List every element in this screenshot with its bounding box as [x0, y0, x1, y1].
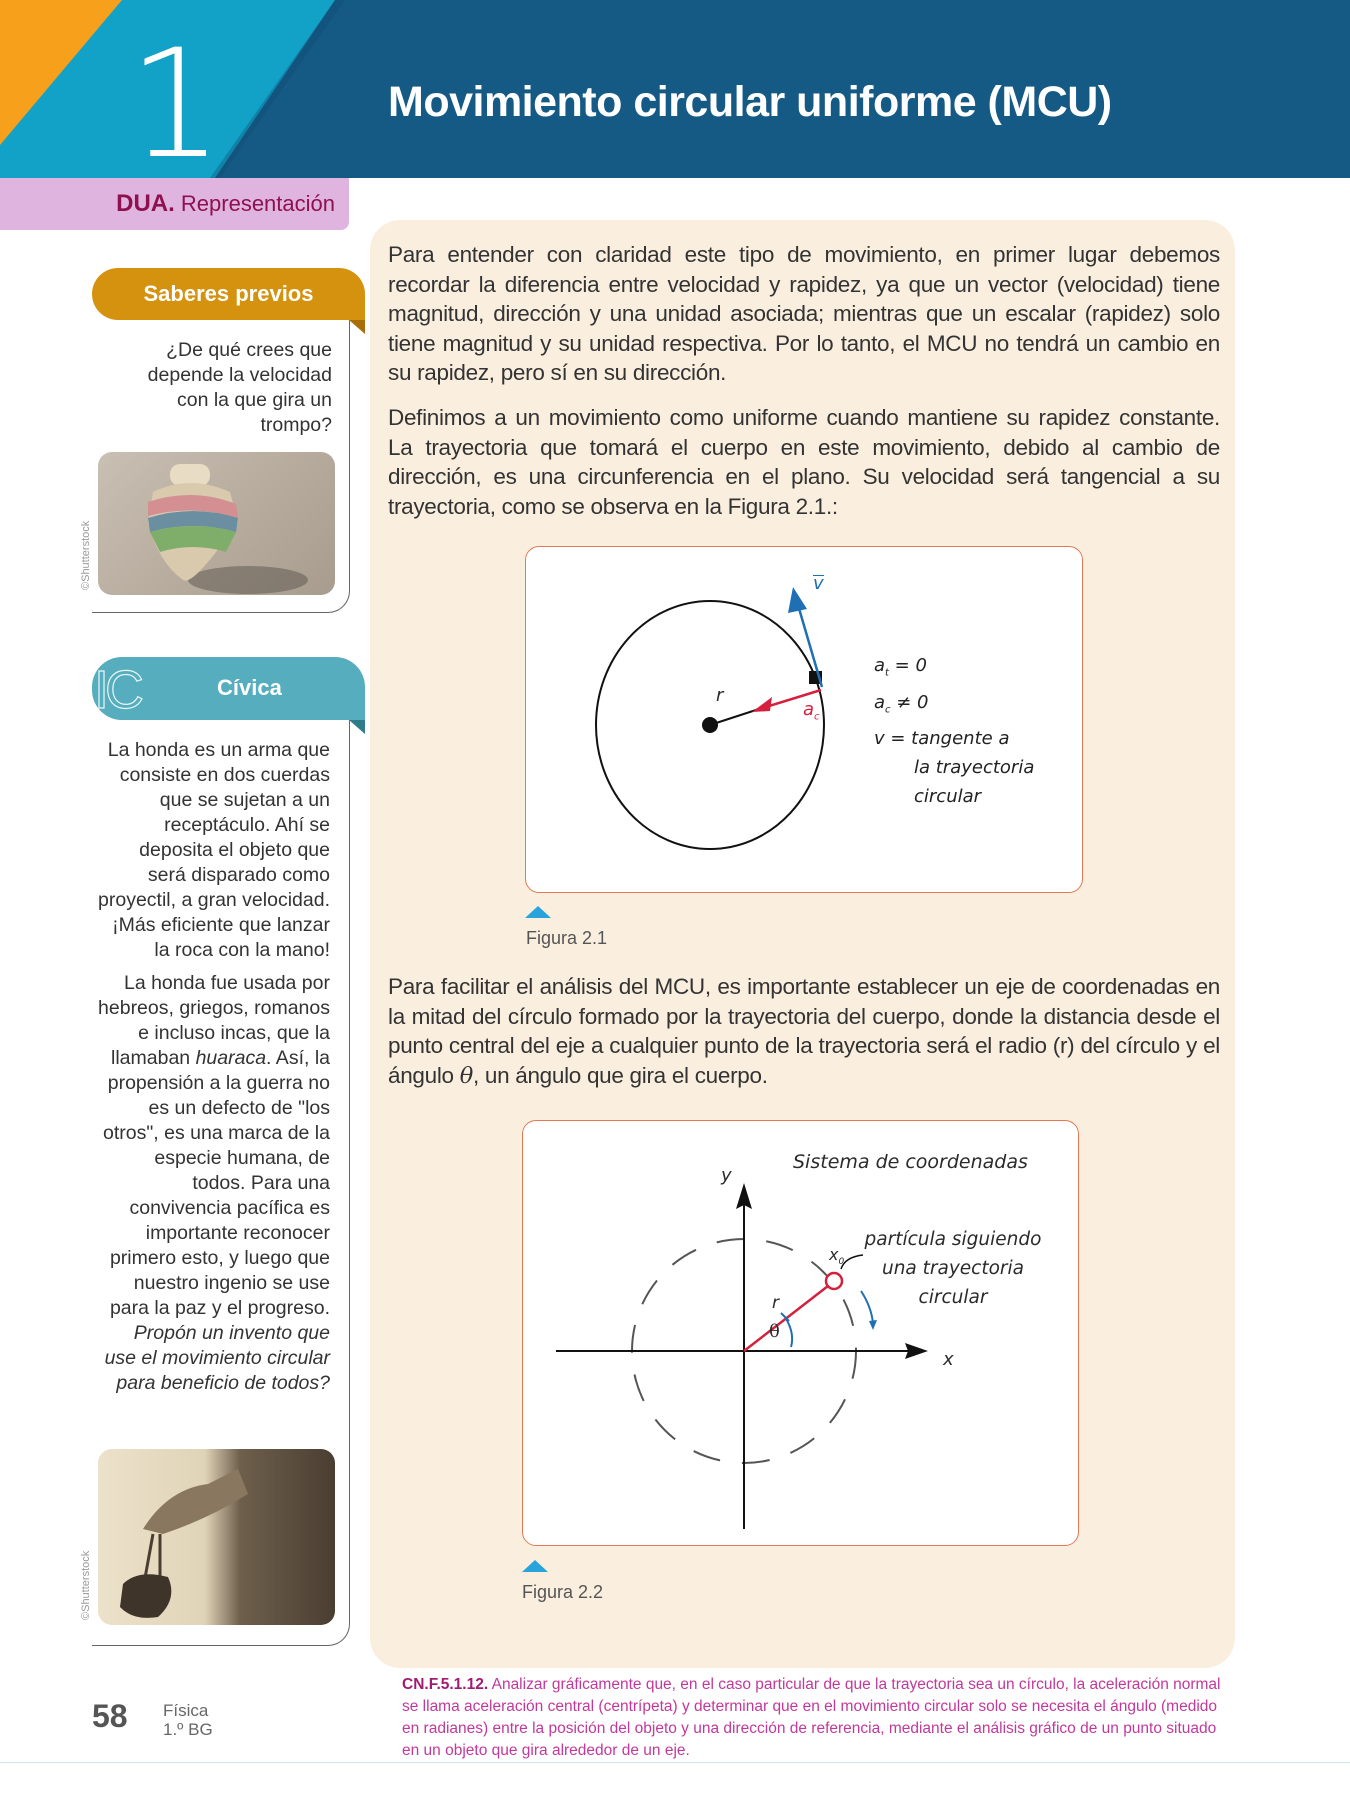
saberes-previos-header: [92, 268, 365, 320]
figure-2-2: [522, 1120, 1079, 1546]
civica-paragraph-2: [98, 971, 330, 1321]
annotation-line-2: una trayectoria: [881, 1258, 1025, 1279]
velocity-vector-label: v: [813, 573, 824, 594]
dua-banner: [0, 178, 349, 230]
legend-ac-sub: c: [885, 704, 891, 716]
curriculum-text: Analizar gráficamente que, en el caso particular de que la trayectoria sea un círculo, la aceleración normal se llama aceleración central (centrípeta) y determinar que en el movimiento circular solo se necesita el ángulo (medido en radianes) entre la posición del objeto y una dirección de referencia, mediante el análisis gráfico de un punto situado en un objeto que gira alrededor de un eje.: [402, 1676, 1221, 1759]
legend-at: [874, 651, 1034, 688]
annotation-line-3: circular: [918, 1287, 988, 1308]
sling-photo: [98, 1449, 335, 1625]
saberes-previos-question: ¿De qué crees que depende la velocidad con la que gira un trompo?: [147, 339, 332, 436]
particle-annotation: [853, 1225, 1053, 1312]
legend-at-sub: t: [885, 667, 889, 679]
civica-prompt: Propón un invento que use el movimiento circular para beneficio de todos?: [104, 1322, 330, 1394]
ac-subscript: c: [814, 711, 820, 723]
x0-symbol: x: [829, 1245, 839, 1264]
legend-at-sym: a: [874, 655, 886, 676]
saberes-fold-decoration: [349, 320, 365, 334]
figure-marker-icon-2: [522, 1560, 548, 1572]
centripetal-accel-label: [803, 699, 820, 723]
radius-label: r: [716, 685, 724, 706]
y-axis-label: y: [721, 1165, 732, 1186]
civica-paragraph-1: La honda es un arma que consiste en dos cuerdas que se sujetan a un receptáculo. Ahí se deposita el objeto que será disparado como proyectil, a gran velocidad. ¡Más eficiente que lanzar la roca con la mano!: [98, 739, 330, 961]
x0-label: [829, 1245, 844, 1267]
paragraph-3-a: Para facilitar el análisis del MCU, es importante establecer un eje de coordenadas en la mitad del círculo formado por la trayectoria del cuerpo, donde la distancia desde el punto central del eje a cualquier punto de la trayectoria será el radio (r) del círculo y el ángulo: [388, 974, 1220, 1088]
civica-header: [92, 657, 365, 720]
civica-p2-a: La honda fue usada por hebreos, griegos, romanos e incluso incas, que la llamaban: [98, 972, 330, 1069]
chapter-number: 1: [128, 18, 224, 178]
curriculum-code: CN.F.5.1.12.: [402, 1676, 489, 1693]
civica-ic-icon: IC: [94, 660, 140, 720]
saberes-previos-title: Saberes previos: [143, 281, 314, 306]
x0-subscript: 0: [838, 1257, 845, 1268]
subject-name: Física: [163, 1701, 209, 1720]
annotation-line-1: partícula siguiendo: [864, 1229, 1042, 1250]
photo-credit: ©Shutterstock: [80, 520, 92, 590]
dua-label-text: Representación: [174, 191, 335, 216]
subject-label: [163, 1701, 213, 1739]
theta-label: θ: [769, 1321, 780, 1342]
legend-ac-text: ≠ 0: [890, 691, 929, 713]
dua-label-bold: DUA.: [116, 190, 175, 217]
legend-ac-sym: a: [874, 691, 886, 713]
photo-credit-2: ©Shutterstock: [80, 1550, 92, 1620]
radius-label-2: r: [772, 1293, 779, 1313]
spinning-top-icon: [98, 452, 335, 595]
legend-cont-2: circular: [914, 786, 982, 808]
legend-v-text: = tangente a: [884, 728, 1010, 750]
chapter-header: [0, 0, 1350, 178]
figure-marker-icon: [525, 906, 551, 918]
page-title: Movimiento circular uniforme (MCU): [388, 78, 1112, 126]
page-number: 58: [92, 1698, 128, 1734]
grade-level: 1.º BG: [163, 1720, 213, 1739]
legend-at-text: = 0: [888, 655, 927, 676]
paragraph-2: Definimos a un movimiento como uniforme cuando mantiene su rapidez constante. La trayectoria que tomará el cuerpo en este movimiento, debido al cambio de dirección, es una circunferencia en el plano. Su velocidad será tangencial a su trayectoria, como se observa en la Figura 2.1.:: [388, 405, 1220, 519]
paragraph-3: [388, 972, 1220, 1091]
civica-fold-decoration: [349, 720, 365, 734]
dua-label: [116, 190, 335, 218]
main-content-panel: [370, 220, 1235, 1668]
civica-p2-b: . Así, la propensión a la guerra no es un defecto de "los otros", es una marca de la especie humana, de todos. Para una convivencia pacífica es importante reconocer primero esto, y luego que nuestro ingenio se use para la paz y el progreso.: [103, 1047, 330, 1319]
civica-title: Cívica: [217, 675, 282, 700]
theta-symbol: θ: [459, 1062, 473, 1089]
hand-sling-icon: [98, 1449, 335, 1625]
coordinate-system-diagram: [523, 1121, 1078, 1545]
figure-2-2-caption: Figura 2.2: [522, 1582, 604, 1602]
legend-v-sym: v: [874, 728, 885, 750]
legend-v: [874, 724, 1034, 753]
legend-ac: [874, 688, 1034, 725]
civica-text: [98, 738, 330, 1396]
figure-2-2-title: Sistema de coordenadas: [793, 1151, 1028, 1173]
curriculum-standard: [402, 1674, 1222, 1762]
civica-p2-italic: huaraca: [195, 1047, 267, 1069]
ac-symbol: a: [803, 699, 815, 720]
bottom-divider: [0, 1762, 1350, 1763]
spinning-top-photo: [98, 452, 335, 595]
figure-2-1-caption: Figura 2.1: [526, 928, 608, 948]
figure-1-legend: [874, 651, 1034, 811]
paragraph-1: Para entender con claridad este tipo de movimiento, en primer lugar debemos recordar la diferencia entre velocidad y rapidez, ya que un vector (velocidad) tiene magnitud, dirección y una unidad asociada; mientras que un escalar (rapidez) solo tiene magnitud y su unidad respectiva. Por lo tanto, el MCU no tendrá un cambio en su rapidez, pero sí en su dirección.: [388, 242, 1220, 385]
figure-2-1: [525, 546, 1083, 893]
paragraph-3-b: , un ángulo que gira el cuerpo.: [472, 1062, 768, 1088]
legend-cont-1: la trayectoria: [914, 757, 1035, 779]
x-axis-label: x: [943, 1349, 954, 1370]
